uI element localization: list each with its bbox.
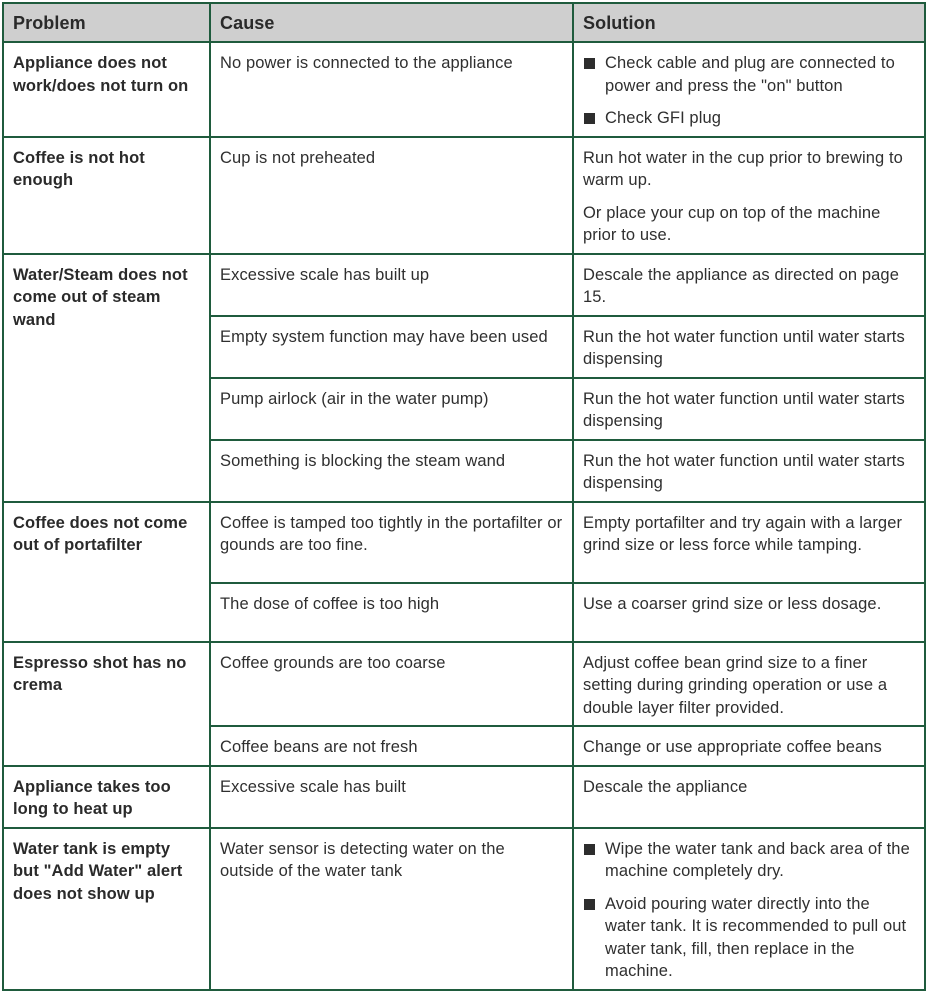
- solution-text: Run hot water in the cup prior to brewing to warm up.: [583, 148, 903, 189]
- solution-bullet: [583, 107, 915, 130]
- square-bullet-icon: [584, 844, 595, 855]
- cause-cell: Something is blocking the steam wand: [210, 440, 573, 502]
- square-bullet-icon: [584, 113, 595, 124]
- header-cause: Cause: [210, 3, 573, 42]
- solution-cell: Run the hot water function until water starts dispensing: [573, 440, 925, 502]
- solution-cell: Change or use appropriate coffee beans: [573, 726, 925, 766]
- problem-cell: Appliance takes too long to heat up: [3, 766, 210, 828]
- problem-cell: Espresso shot has no crema: [3, 642, 210, 766]
- solution-text: Or place your cup on top of the machine prior to use.: [583, 203, 881, 244]
- table-row: [3, 828, 925, 990]
- cause-cell: Coffee grounds are too coarse: [210, 642, 573, 727]
- cause-cell: Water sensor is detecting water on the outside of the water tank: [210, 828, 573, 990]
- square-bullet-icon: [584, 58, 595, 69]
- cause-cell: Empty system function may have been used: [210, 316, 573, 378]
- problem-cell: Appliance does not work/does not turn on: [3, 42, 210, 137]
- table-row: [3, 502, 925, 583]
- solution-text: Check cable and plug are connected to power and press the "on" button: [605, 54, 895, 95]
- cause-cell: Coffee is tamped too tightly in the portafilter or gounds are too fine.: [210, 502, 573, 583]
- cause-cell: No power is connected to the appliance: [210, 42, 573, 137]
- solution-cell: Use a coarser grind size or less dosage.: [573, 583, 925, 642]
- table-row: [3, 254, 925, 316]
- problem-cell: Coffee is not hot enough: [3, 137, 210, 254]
- troubleshooting-table: [2, 2, 926, 991]
- cause-cell: The dose of coffee is too high: [210, 583, 573, 642]
- solution-cell: [573, 828, 925, 990]
- table-row: [3, 42, 925, 137]
- cause-cell: Pump airlock (air in the water pump): [210, 378, 573, 440]
- header-row: [3, 3, 925, 42]
- cause-cell: Coffee beans are not fresh: [210, 726, 573, 766]
- table-row: [3, 766, 925, 828]
- cause-cell: Excessive scale has built: [210, 766, 573, 828]
- solution-cell: Run the hot water function until water starts dispensing: [573, 378, 925, 440]
- problem-cell: Coffee does not come out of portafilter: [3, 502, 210, 642]
- solution-bullet: [583, 893, 915, 983]
- header-problem: Problem: [3, 3, 210, 42]
- solution-cell: Descale the appliance: [573, 766, 925, 828]
- solution-cell: Empty portafilter and try again with a larger grind size or less force while tamping.: [573, 502, 925, 583]
- solution-text: Avoid pouring water directly into the water tank. It is recommended to pull out water tank, fill, then replace in the machine.: [605, 894, 907, 980]
- table-row: [3, 642, 925, 727]
- square-bullet-icon: [584, 899, 595, 910]
- solution-bullet: [583, 52, 915, 97]
- solution-cell: [573, 137, 925, 254]
- problem-cell: Water tank is empty but "Add Water" alert does not show up: [3, 828, 210, 990]
- problem-cell: Water/Steam does not come out of steam wand: [3, 254, 210, 502]
- solution-text: Check GFI plug: [605, 109, 722, 127]
- solution-cell: Adjust coffee bean grind size to a finer setting during grinding operation or use a double layer filter provided.: [573, 642, 925, 727]
- solution-cell: Descale the appliance as directed on page 15.: [573, 254, 925, 316]
- cause-cell: Excessive scale has built up: [210, 254, 573, 316]
- cause-cell: Cup is not preheated: [210, 137, 573, 254]
- table-row: [3, 137, 925, 254]
- header-solution: Solution: [573, 3, 925, 42]
- solution-cell: [573, 42, 925, 137]
- solution-cell: Run the hot water function until water starts dispensing: [573, 316, 925, 378]
- solution-text: Wipe the water tank and back area of the machine completely dry.: [605, 839, 910, 880]
- solution-bullet: [583, 838, 915, 883]
